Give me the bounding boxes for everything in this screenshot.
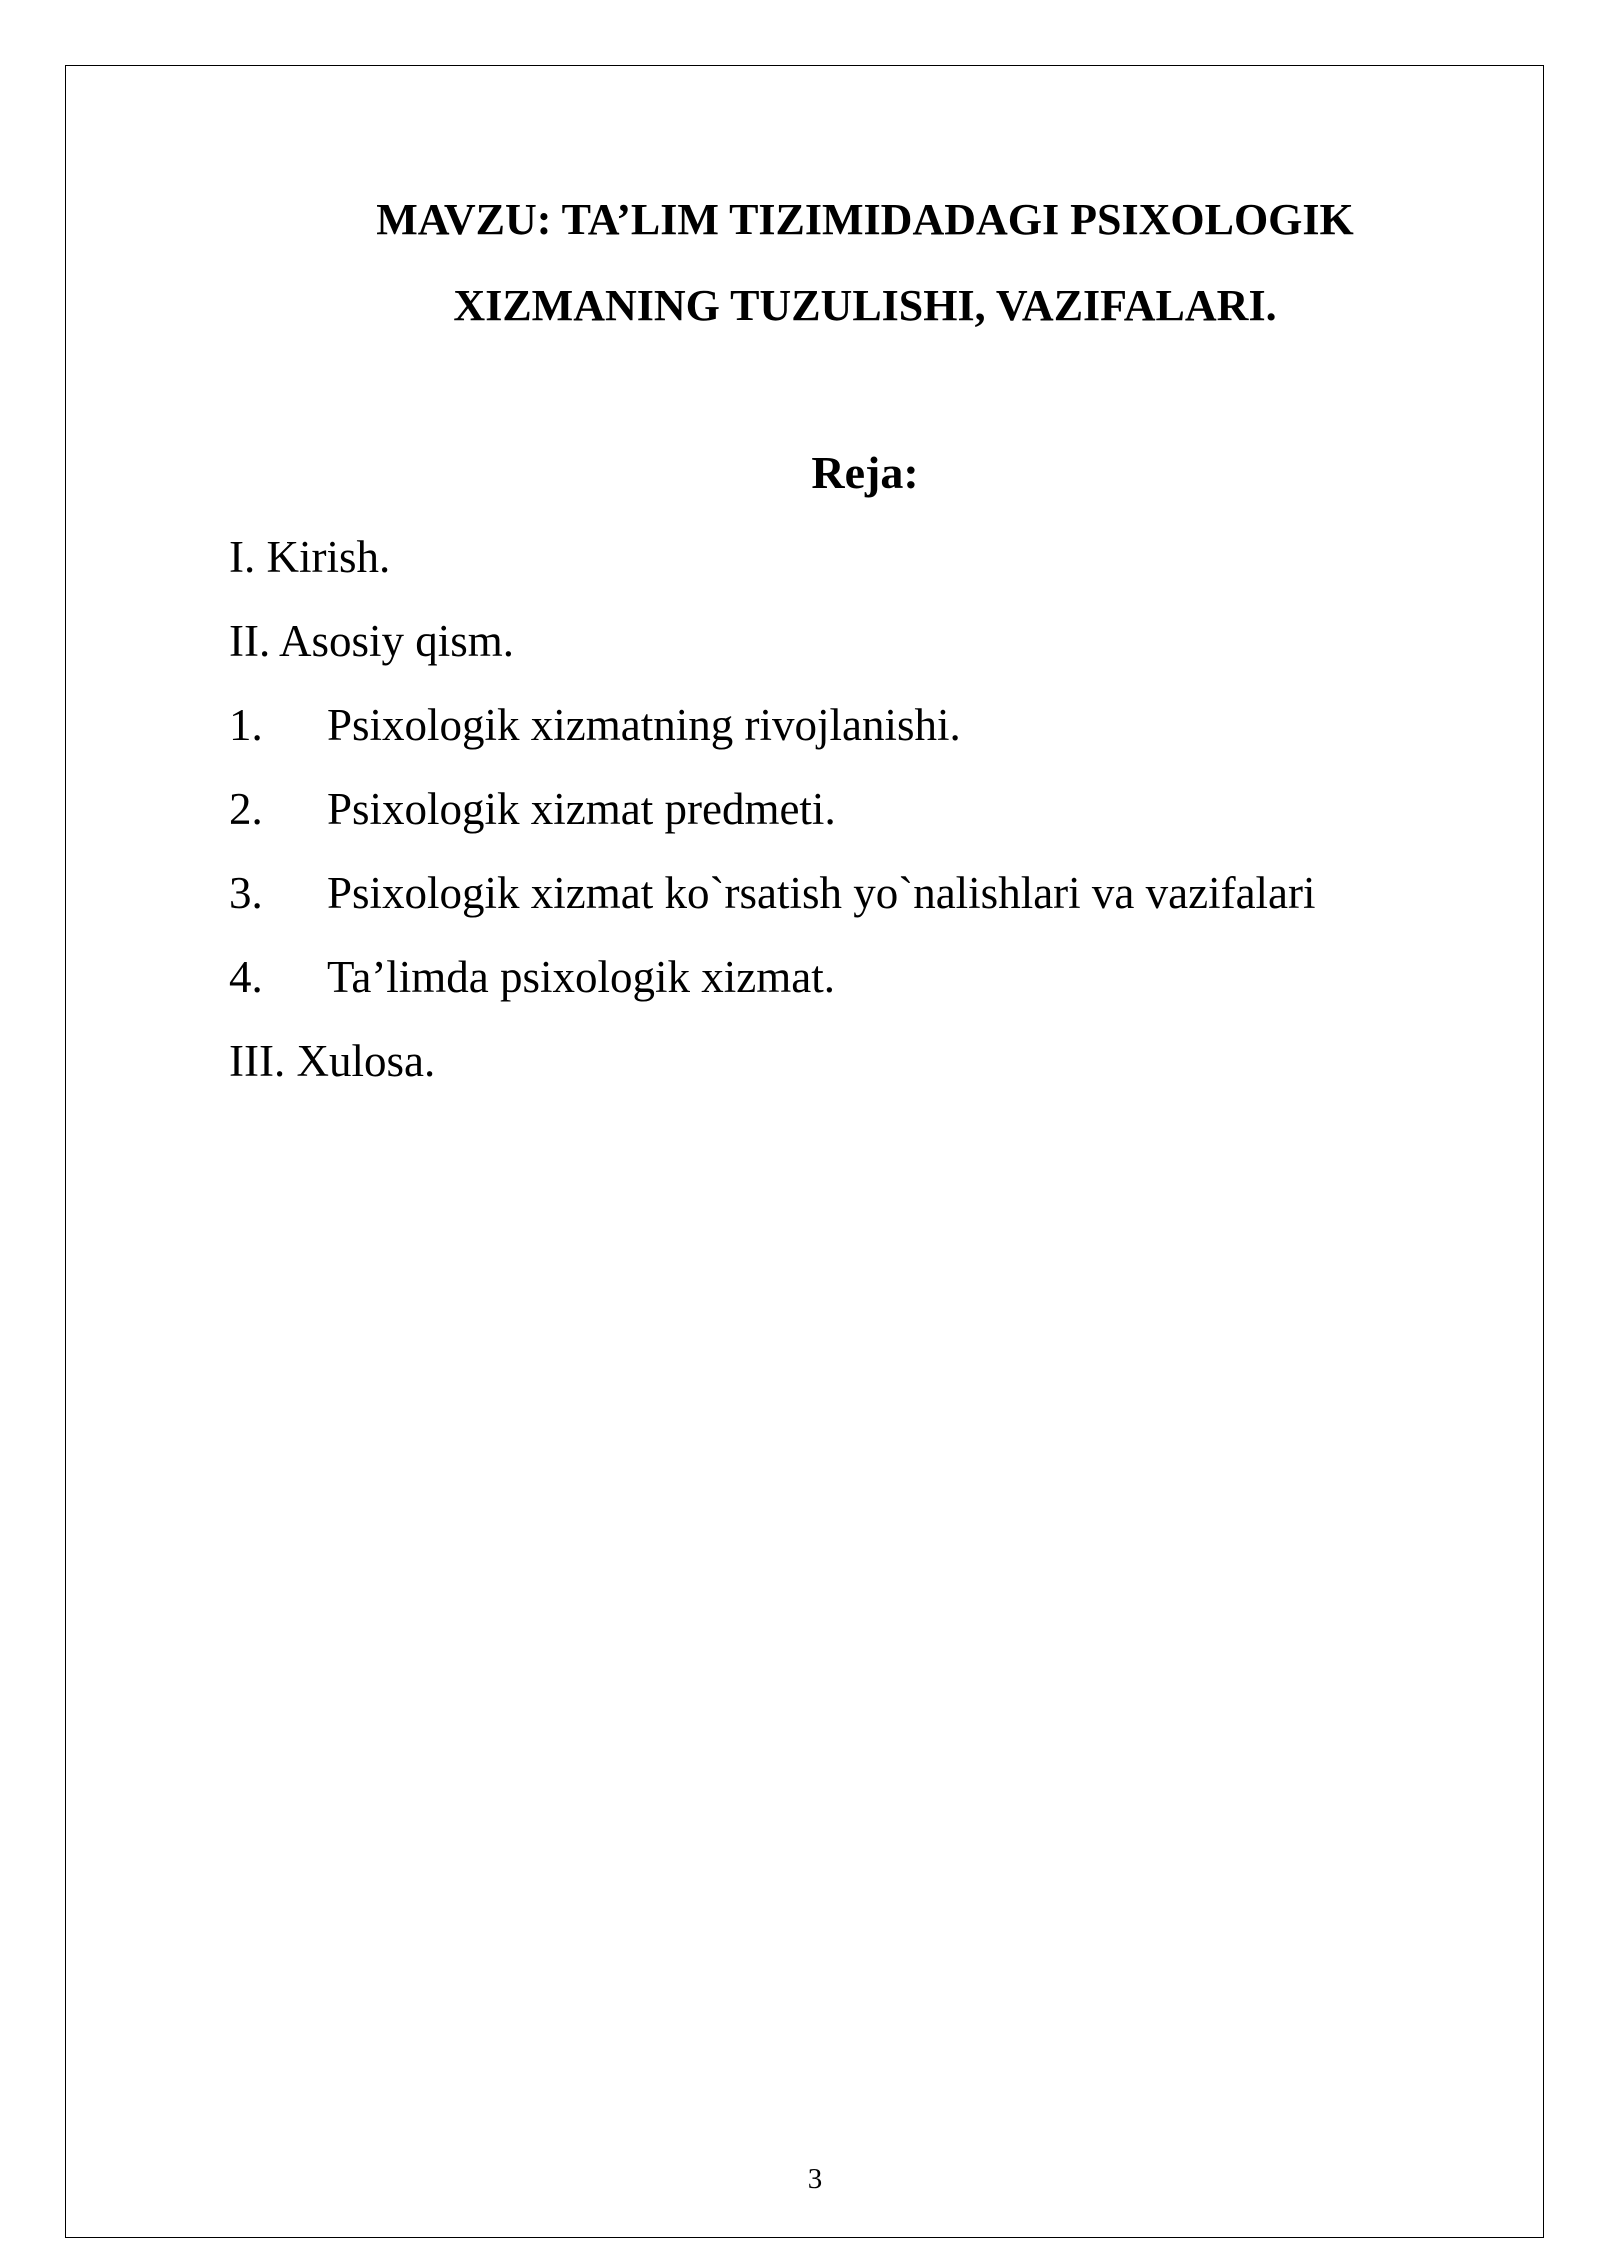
plan-conclusion: III. Xulosa. <box>229 1036 436 1086</box>
plan-item-number: 4. <box>229 952 263 1002</box>
title-line-1: MAVZU: TA’LIM TIZIMIDADAGI PSIXOLOGIK <box>376 195 1354 244</box>
plan-item-text: Psixologik xizmat ko`rsatish yo`nalishlari va vazifalari <box>327 868 1316 918</box>
plan-item-text: Psixologik xizmatning rivojlanishi. <box>327 700 961 750</box>
plan-item-number: 3. <box>229 868 263 918</box>
plan-item-text: Ta’limda psixologik xizmat. <box>327 952 836 1002</box>
page-border <box>65 65 1544 2238</box>
title-line-2: XIZMANING TUZULISHI, VAZIFALARI. <box>453 281 1277 330</box>
plan-item-number: 2. <box>229 784 263 834</box>
plan-main-part: II. Asosiy qism. <box>229 616 515 666</box>
plan-item-number: 1. <box>229 700 263 750</box>
page-number: 3 <box>807 2163 823 2195</box>
plan-heading: Reja: <box>811 447 919 498</box>
plan-intro: I. Kirish. <box>229 532 391 582</box>
plan-item-text: Psixologik xizmat predmeti. <box>327 784 836 834</box>
